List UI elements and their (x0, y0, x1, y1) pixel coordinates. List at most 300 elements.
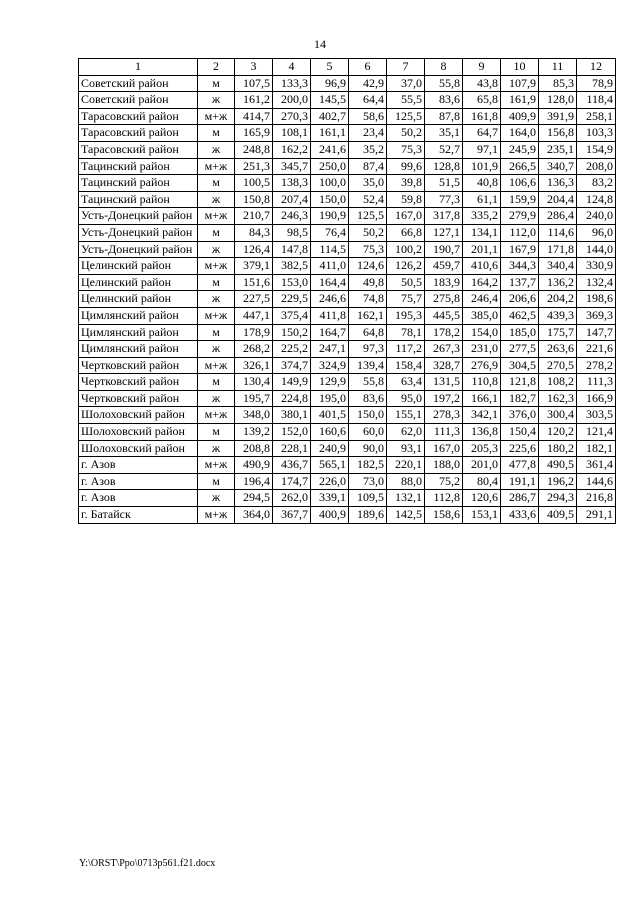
value-cell: 436,7 (273, 457, 311, 474)
district-name-cell: Шолоховский район (79, 440, 198, 457)
sex-cell: м+ж (198, 407, 235, 424)
value-cell: 182,7 (501, 390, 539, 407)
value-cell: 300,4 (539, 407, 577, 424)
value-cell: 447,1 (235, 307, 273, 324)
value-cell: 118,4 (577, 92, 616, 109)
value-cell: 154,9 (577, 141, 616, 158)
value-cell: 84,3 (235, 224, 273, 241)
value-cell: 227,5 (235, 291, 273, 308)
sex-cell: м+ж (198, 357, 235, 374)
value-cell: 328,7 (425, 357, 463, 374)
value-cell: 196,2 (539, 473, 577, 490)
sex-cell: м+ж (198, 258, 235, 275)
value-cell: 136,2 (539, 274, 577, 291)
value-cell: 200,0 (273, 92, 311, 109)
value-cell: 156,8 (539, 125, 577, 142)
value-cell: 171,8 (539, 241, 577, 258)
value-cell: 161,8 (463, 108, 501, 125)
district-name-cell: Чертковский район (79, 374, 198, 391)
value-cell: 411,8 (311, 307, 349, 324)
value-cell: 142,5 (387, 507, 425, 524)
value-cell: 100,0 (311, 175, 349, 192)
district-name-cell: г. Азов (79, 473, 198, 490)
value-cell: 83,6 (349, 390, 387, 407)
sex-cell: м+ж (198, 507, 235, 524)
value-cell: 178,9 (235, 324, 273, 341)
value-cell: 108,1 (273, 125, 311, 142)
value-cell: 50,2 (349, 224, 387, 241)
value-cell: 55,8 (425, 75, 463, 92)
sex-cell: м (198, 374, 235, 391)
value-cell: 39,8 (387, 175, 425, 192)
column-header: 12 (577, 59, 616, 76)
value-cell: 95,0 (387, 390, 425, 407)
value-cell: 278,3 (425, 407, 463, 424)
value-cell: 78,1 (387, 324, 425, 341)
value-cell: 342,1 (463, 407, 501, 424)
value-cell: 167,0 (425, 440, 463, 457)
value-cell: 294,3 (539, 490, 577, 507)
column-header: 5 (311, 59, 349, 76)
value-cell: 150,4 (501, 424, 539, 441)
district-name-cell: Целинский район (79, 258, 198, 275)
sex-cell: ж (198, 490, 235, 507)
value-cell: 240,0 (577, 208, 616, 225)
value-cell: 348,0 (235, 407, 273, 424)
sex-cell: ж (198, 141, 235, 158)
value-cell: 114,5 (311, 241, 349, 258)
value-cell: 138,3 (273, 175, 311, 192)
district-name-cell: Советский район (79, 75, 198, 92)
value-cell: 208,8 (235, 440, 273, 457)
value-cell: 198,6 (577, 291, 616, 308)
sex-cell: м (198, 224, 235, 241)
value-cell: 87,8 (425, 108, 463, 125)
value-cell: 77,3 (425, 191, 463, 208)
column-header: 4 (273, 59, 311, 76)
value-cell: 180,2 (539, 440, 577, 457)
sex-cell: ж (198, 191, 235, 208)
value-cell: 175,7 (539, 324, 577, 341)
value-cell: 112,8 (425, 490, 463, 507)
value-cell: 155,1 (387, 407, 425, 424)
value-cell: 159,9 (501, 191, 539, 208)
value-cell: 207,4 (273, 191, 311, 208)
value-cell: 190,7 (425, 241, 463, 258)
value-cell: 50,5 (387, 274, 425, 291)
table-row (79, 125, 616, 142)
value-cell: 132,1 (387, 490, 425, 507)
value-cell: 166,9 (577, 390, 616, 407)
value-cell: 565,1 (311, 457, 349, 474)
value-cell: 66,8 (387, 224, 425, 241)
value-cell: 220,1 (387, 457, 425, 474)
value-cell: 73,0 (349, 473, 387, 490)
value-cell: 190,9 (311, 208, 349, 225)
value-cell: 111,3 (425, 424, 463, 441)
value-cell: 414,7 (235, 108, 273, 125)
value-cell: 76,4 (311, 224, 349, 241)
value-cell: 58,6 (349, 108, 387, 125)
value-cell: 117,2 (387, 341, 425, 358)
value-cell: 250,0 (311, 158, 349, 175)
sex-cell: ж (198, 241, 235, 258)
district-name-cell: Цимлянский район (79, 307, 198, 324)
value-cell: 90,0 (349, 440, 387, 457)
value-cell: 167,0 (387, 208, 425, 225)
value-cell: 208,0 (577, 158, 616, 175)
value-cell: 210,7 (235, 208, 273, 225)
table-row (79, 307, 616, 324)
column-header: 2 (198, 59, 235, 76)
page-number: 14 (314, 37, 326, 51)
value-cell: 162,3 (539, 390, 577, 407)
value-cell: 361,4 (577, 457, 616, 474)
value-cell: 75,7 (387, 291, 425, 308)
value-cell: 107,5 (235, 75, 273, 92)
value-cell: 147,8 (273, 241, 311, 258)
column-header: 3 (235, 59, 273, 76)
column-header: 1 (79, 59, 198, 76)
value-cell: 278,2 (577, 357, 616, 374)
value-cell: 374,7 (273, 357, 311, 374)
value-cell: 409,9 (501, 108, 539, 125)
value-cell: 195,7 (235, 390, 273, 407)
value-cell: 304,5 (501, 357, 539, 374)
district-name-cell: г. Батайск (79, 507, 198, 524)
value-cell: 63,4 (387, 374, 425, 391)
sex-cell: м+ж (198, 457, 235, 474)
value-cell: 75,2 (425, 473, 463, 490)
value-cell: 130,4 (235, 374, 273, 391)
value-cell: 99,6 (387, 158, 425, 175)
value-cell: 263,6 (539, 341, 577, 358)
sex-cell: м (198, 324, 235, 341)
sex-cell: ж (198, 291, 235, 308)
sex-cell: м (198, 125, 235, 142)
value-cell: 275,8 (425, 291, 463, 308)
value-cell: 182,5 (349, 457, 387, 474)
value-cell: 445,5 (425, 307, 463, 324)
table-row (79, 108, 616, 125)
value-cell: 75,3 (349, 241, 387, 258)
value-cell: 161,2 (235, 92, 273, 109)
value-cell: 367,7 (273, 507, 311, 524)
value-cell: 205,3 (463, 440, 501, 457)
value-cell: 279,9 (501, 208, 539, 225)
value-cell: 35,2 (349, 141, 387, 158)
value-cell: 247,1 (311, 341, 349, 358)
column-header: 8 (425, 59, 463, 76)
value-cell: 132,4 (577, 274, 616, 291)
value-cell: 147,7 (577, 324, 616, 341)
value-cell: 231,0 (463, 341, 501, 358)
value-cell: 126,2 (387, 258, 425, 275)
value-cell: 401,5 (311, 407, 349, 424)
value-cell: 127,1 (425, 224, 463, 241)
sex-cell: м+ж (198, 158, 235, 175)
value-cell: 133,3 (273, 75, 311, 92)
value-cell: 164,0 (501, 125, 539, 142)
statistics-table (78, 58, 616, 524)
value-cell: 245,9 (501, 141, 539, 158)
district-name-cell: Советский район (79, 92, 198, 109)
value-cell: 201,0 (463, 457, 501, 474)
value-cell: 379,1 (235, 258, 273, 275)
value-cell: 114,6 (539, 224, 577, 241)
value-cell: 144,0 (577, 241, 616, 258)
value-cell: 195,0 (311, 390, 349, 407)
district-name-cell: Тацинский район (79, 158, 198, 175)
value-cell: 266,5 (501, 158, 539, 175)
value-cell: 226,0 (311, 473, 349, 490)
value-cell: 74,8 (349, 291, 387, 308)
table-row (79, 191, 616, 208)
sex-cell: м (198, 424, 235, 441)
value-cell: 382,5 (273, 258, 311, 275)
table-row (79, 341, 616, 358)
table-row (79, 390, 616, 407)
value-cell: 61,1 (463, 191, 501, 208)
value-cell: 162,2 (273, 141, 311, 158)
sex-cell: ж (198, 440, 235, 457)
value-cell: 267,3 (425, 341, 463, 358)
district-name-cell: Усть-Донецкий район (79, 224, 198, 241)
value-cell: 183,9 (425, 274, 463, 291)
value-cell: 201,1 (463, 241, 501, 258)
value-cell: 345,7 (273, 158, 311, 175)
value-cell: 101,9 (463, 158, 501, 175)
value-cell: 109,5 (349, 490, 387, 507)
value-cell: 35,1 (425, 125, 463, 142)
sex-cell: ж (198, 92, 235, 109)
sex-cell: м+ж (198, 307, 235, 324)
value-cell: 340,4 (539, 258, 577, 275)
district-name-cell: Тацинский район (79, 191, 198, 208)
value-cell: 37,0 (387, 75, 425, 92)
value-cell: 129,9 (311, 374, 349, 391)
district-name-cell: Шолоховский район (79, 424, 198, 441)
value-cell: 191,1 (501, 473, 539, 490)
district-name-cell: Тарасовский район (79, 141, 198, 158)
table-row (79, 407, 616, 424)
value-cell: 197,2 (425, 390, 463, 407)
value-cell: 107,9 (501, 75, 539, 92)
value-cell: 139,4 (349, 357, 387, 374)
value-cell: 376,0 (501, 407, 539, 424)
value-cell: 59,8 (387, 191, 425, 208)
column-header: 11 (539, 59, 577, 76)
sex-cell: м (198, 75, 235, 92)
value-cell: 97,3 (349, 341, 387, 358)
value-cell: 23,4 (349, 125, 387, 142)
value-cell: 149,9 (273, 374, 311, 391)
value-cell: 145,5 (311, 92, 349, 109)
value-cell: 262,0 (273, 490, 311, 507)
value-cell: 150,2 (273, 324, 311, 341)
column-header: 10 (501, 59, 539, 76)
value-cell: 164,2 (463, 274, 501, 291)
table-row (79, 92, 616, 109)
value-cell: 364,0 (235, 507, 273, 524)
value-cell: 490,9 (235, 457, 273, 474)
value-cell: 151,6 (235, 274, 273, 291)
value-cell: 166,1 (463, 390, 501, 407)
value-cell: 136,3 (539, 175, 577, 192)
value-cell: 344,3 (501, 258, 539, 275)
value-cell: 150,0 (311, 191, 349, 208)
table-row (79, 208, 616, 225)
value-cell: 409,5 (539, 507, 577, 524)
value-cell: 124,6 (349, 258, 387, 275)
value-cell: 55,5 (387, 92, 425, 109)
sex-cell: м+ж (198, 108, 235, 125)
value-cell: 158,4 (387, 357, 425, 374)
value-cell: 137,7 (501, 274, 539, 291)
sex-cell: м (198, 175, 235, 192)
value-cell: 221,6 (577, 341, 616, 358)
value-cell: 136,8 (463, 424, 501, 441)
value-cell: 78,9 (577, 75, 616, 92)
value-cell: 216,8 (577, 490, 616, 507)
value-cell: 64,7 (463, 125, 501, 142)
table-body (79, 75, 616, 523)
table-row (79, 473, 616, 490)
value-cell: 402,7 (311, 108, 349, 125)
value-cell: 120,6 (463, 490, 501, 507)
value-cell: 291,1 (577, 507, 616, 524)
value-cell: 52,4 (349, 191, 387, 208)
value-cell: 268,2 (235, 341, 273, 358)
value-cell: 103,3 (577, 125, 616, 142)
value-cell: 111,3 (577, 374, 616, 391)
column-header: 6 (349, 59, 387, 76)
value-cell: 326,1 (235, 357, 273, 374)
value-cell: 167,9 (501, 241, 539, 258)
value-cell: 294,5 (235, 490, 273, 507)
value-cell: 178,2 (425, 324, 463, 341)
value-cell: 340,7 (539, 158, 577, 175)
value-cell: 196,4 (235, 473, 273, 490)
column-header: 9 (463, 59, 501, 76)
value-cell: 206,6 (501, 291, 539, 308)
value-cell: 158,6 (425, 507, 463, 524)
value-cell: 52,7 (425, 141, 463, 158)
value-cell: 49,8 (349, 274, 387, 291)
value-cell: 400,9 (311, 507, 349, 524)
value-cell: 87,4 (349, 158, 387, 175)
district-name-cell: г. Азов (79, 490, 198, 507)
value-cell: 144,6 (577, 473, 616, 490)
column-header: 7 (387, 59, 425, 76)
value-cell: 375,4 (273, 307, 311, 324)
value-cell: 248,8 (235, 141, 273, 158)
district-name-cell: Усть-Донецкий район (79, 208, 198, 225)
district-name-cell: Тарасовский район (79, 108, 198, 125)
table-row (79, 158, 616, 175)
value-cell: 204,2 (539, 291, 577, 308)
value-cell: 324,9 (311, 357, 349, 374)
district-name-cell: Тарасовский район (79, 125, 198, 142)
value-cell: 64,8 (349, 324, 387, 341)
value-cell: 154,0 (463, 324, 501, 341)
value-cell: 225,6 (501, 440, 539, 457)
value-cell: 40,8 (463, 175, 501, 192)
value-cell: 131,5 (425, 374, 463, 391)
table-row (79, 224, 616, 241)
sex-cell: м (198, 473, 235, 490)
sex-cell: м+ж (198, 208, 235, 225)
value-cell: 121,8 (501, 374, 539, 391)
value-cell: 134,1 (463, 224, 501, 241)
value-cell: 121,4 (577, 424, 616, 441)
table-row (79, 457, 616, 474)
table-row (79, 75, 616, 92)
value-cell: 35,0 (349, 175, 387, 192)
value-cell: 162,1 (349, 307, 387, 324)
value-cell: 160,6 (311, 424, 349, 441)
value-cell: 88,0 (387, 473, 425, 490)
value-cell: 241,6 (311, 141, 349, 158)
value-cell: 276,9 (463, 357, 501, 374)
value-cell: 335,2 (463, 208, 501, 225)
value-cell: 98,5 (273, 224, 311, 241)
value-cell: 43,8 (463, 75, 501, 92)
value-cell: 75,3 (387, 141, 425, 158)
value-cell: 317,8 (425, 208, 463, 225)
value-cell: 225,2 (273, 341, 311, 358)
value-cell: 185,0 (501, 324, 539, 341)
table-row (79, 241, 616, 258)
value-cell: 251,3 (235, 158, 273, 175)
value-cell: 65,8 (463, 92, 501, 109)
value-cell: 246,4 (463, 291, 501, 308)
value-cell: 439,3 (539, 307, 577, 324)
value-cell: 330,9 (577, 258, 616, 275)
value-cell: 189,6 (349, 507, 387, 524)
value-cell: 125,5 (349, 208, 387, 225)
value-cell: 108,2 (539, 374, 577, 391)
value-cell: 188,0 (425, 457, 463, 474)
value-cell: 286,4 (539, 208, 577, 225)
value-cell: 150,0 (349, 407, 387, 424)
table-row (79, 175, 616, 192)
table-row (79, 258, 616, 275)
value-cell: 270,3 (273, 108, 311, 125)
value-cell: 42,9 (349, 75, 387, 92)
value-cell: 277,5 (501, 341, 539, 358)
value-cell: 258,1 (577, 108, 616, 125)
value-cell: 96,0 (577, 224, 616, 241)
value-cell: 490,5 (539, 457, 577, 474)
value-cell: 150,8 (235, 191, 273, 208)
value-cell: 411,0 (311, 258, 349, 275)
value-cell: 126,4 (235, 241, 273, 258)
value-cell: 161,1 (311, 125, 349, 142)
table-row (79, 357, 616, 374)
value-cell: 120,2 (539, 424, 577, 441)
value-cell: 235,1 (539, 141, 577, 158)
value-cell: 410,6 (463, 258, 501, 275)
sex-cell: ж (198, 341, 235, 358)
value-cell: 228,1 (273, 440, 311, 457)
value-cell: 97,1 (463, 141, 501, 158)
value-cell: 165,9 (235, 125, 273, 142)
district-name-cell: Цимлянский район (79, 341, 198, 358)
value-cell: 110,8 (463, 374, 501, 391)
district-name-cell: Цимлянский район (79, 324, 198, 341)
value-cell: 433,6 (501, 507, 539, 524)
